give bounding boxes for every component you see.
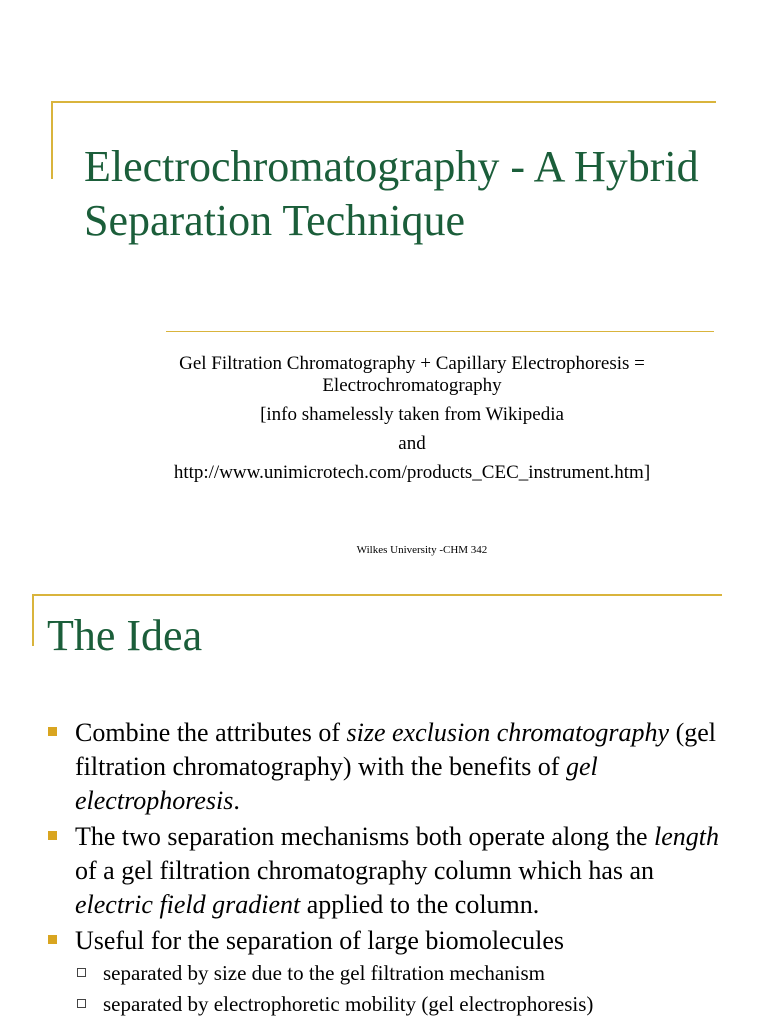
- sub-bullet-item: [75, 989, 726, 1020]
- subtitle-line-3: and: [398, 433, 426, 454]
- subtitle-url: http://www.unimicrotech.com/products_CEC_instrument.htm]: [173, 462, 651, 483]
- slide-footer: Wilkes University -CHM 342: [356, 544, 488, 556]
- sub-bullet-item: [75, 958, 726, 989]
- subtitle-line-1: Gel Filtration Chromatography + Capillary Electrophoresis = Electrochromatography: [179, 353, 645, 396]
- hollow-square-bullet-icon: [77, 968, 86, 977]
- bullet-italic: length: [654, 822, 720, 851]
- left-rule: [51, 101, 53, 179]
- slide-heading: The Idea: [47, 611, 203, 660]
- subtitle-line-2: [info shamelessly taken from Wikipedia: [260, 404, 564, 425]
- top-rule: [51, 101, 716, 103]
- sub-bullet-text: separated by size due to the gel filtration mechanism: [103, 961, 546, 985]
- top-rule: [32, 594, 722, 596]
- sub-bullet-list: [75, 958, 726, 1020]
- bullet-text: of a gel filtration chromatography column which has an: [75, 856, 655, 885]
- square-bullet-icon: [48, 935, 57, 944]
- bullet-item: [46, 820, 726, 922]
- subtitle-rule: [166, 331, 714, 332]
- sub-bullet-text: separated by electrophoretic mobility (gel electrophoresis): [103, 992, 594, 1016]
- bullet-text: The two separation mechanisms both operate along the: [75, 822, 655, 851]
- slide-title: Electrochromatography - A Hybrid Separation Technique: [84, 142, 699, 245]
- bullet-text: Combine the attributes of: [75, 718, 347, 747]
- bullet-text: Useful for the separation of large biomolecules: [75, 926, 565, 955]
- square-bullet-icon: [48, 831, 57, 840]
- hollow-square-bullet-icon: [77, 999, 86, 1008]
- bullet-text: .: [233, 786, 240, 815]
- bullet-text: applied to the column.: [300, 890, 540, 919]
- square-bullet-icon: [48, 727, 57, 736]
- content-slide: [0, 590, 768, 1024]
- bullet-item: [46, 924, 726, 1020]
- bullet-list: [46, 716, 726, 1022]
- bullet-italic: size exclusion chromatography: [346, 718, 670, 747]
- bullet-italic: electric field gradient: [75, 890, 301, 919]
- left-rule: [32, 594, 34, 646]
- bullet-item: [46, 716, 726, 818]
- bullet-text: (gel filtration chromatography) with the benefits of: [75, 718, 716, 781]
- bullet-italic: gel electrophoresis: [75, 752, 598, 815]
